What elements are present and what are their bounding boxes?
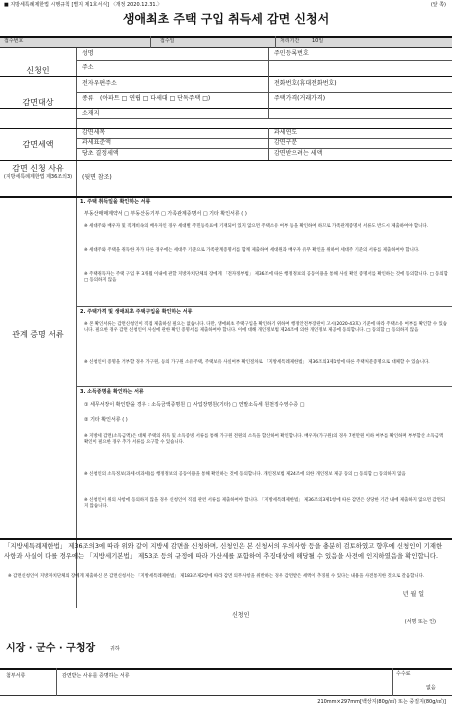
proof-section-1-title: 1. 주택 취득일을 확인하는 서류 — [80, 199, 151, 205]
fee-value: 없음 — [426, 685, 436, 691]
reason-section-label: 감면 신청 사유 — [12, 164, 64, 173]
tax-base-label: 과세표준액 — [82, 139, 111, 146]
proof-section-3-item[interactable]: ① 세무서장이 확인받을 경우 : 소득금액증명원 □ 사업장명원(기타) □ 연말소득세 원천징수영수증 □ — [84, 402, 305, 408]
reason-value: (뒷면 참조) — [82, 174, 112, 181]
application-date: 년 월 일 — [402, 591, 424, 598]
phone-field[interactable] — [370, 78, 448, 91]
location-field[interactable] — [120, 109, 448, 117]
applicant-section-label: 신청인 — [26, 66, 50, 75]
attachment-label: 첨부서류 — [6, 673, 26, 679]
house-price-label: 주택가격(거래가격) — [274, 95, 326, 102]
house-type-options[interactable]: (아파트 □ 연립 □ 다세대 □ 단독주택 □) — [100, 95, 211, 102]
addressee-suffix: 귀하 — [110, 646, 120, 652]
house-price-field[interactable] — [350, 94, 448, 104]
tax-item-label: 감면세목 — [82, 129, 106, 136]
receipt-number-label: 접수번호 — [4, 38, 24, 44]
proof-note: ※ 주택취득자는 주택 구입 후 3개월 이내에 관할 지방자치단체의 장에게 「전자정부법」 제36조에 따른 행정정보의 공동이용을 통해 사실 확인 증명서를 확인하는 것에 동의합니다. □ 동의함 □ 동의하지 않음 — [84, 272, 448, 283]
resident-id-field[interactable] — [330, 49, 448, 59]
proof-section-label: 관계 증명 서류 — [12, 330, 64, 339]
paper-spec: 210mm×297mm[백상지(80g/㎡) 또는 중질지(80g/㎡)] — [317, 699, 446, 705]
reason-law-reference: (지방세특례제한법 제36조의3) — [3, 174, 73, 180]
proof-note: ※ 세대주와 배우자 및 직계비속의 배우자인 경우 세대별 주민등록표에 기재되어 있지 않으면 주택소유 여부 등을 확인하여 하므로 가족관계증명서 서류도 반드시 제출하여야 합니다. — [84, 224, 429, 229]
house-type-label: 종류 — [82, 95, 94, 102]
proof-note: ※ 본 확인서류는 감면신청인이 직접 제출하실 필요는 없습니다. 다만, 생애최초 주택구입을 확인하기 위하여 행정안전부장관이 고시(2020-43호) 기준에 따라 주택소유 여부를 확인할 수 있습니다. 필요한 경우 감면 신청인이 사실에 관한 확인 증명서를 제출하여야 합니다. 이에 대해 개인정보법 제24조에 의한 개인정보 제공에 동의합니다. □ 동의함 □ 동의하지 않음 — [84, 322, 447, 333]
address-label: 주소 — [82, 64, 94, 71]
proof-note: ※ 신청인이 위의 사항에 동의하지 않을 경우 신청인이 직접 관련 서류를 제출하여야 합니다. 「지방세특례제한법」 제36조의3제1항에 따른 감면은 상당한 기간 내에 제출하지 않으면 감면되지 않습니다. — [84, 498, 446, 509]
email-label: 전자우편주소 — [82, 80, 117, 87]
page-label: (앞 쪽) — [430, 2, 446, 8]
name-label: 성명 — [82, 50, 94, 57]
page-title: 생애최초 주택 구입 취득세 감면 신청서 — [122, 12, 330, 26]
processing-period-label: 처리기간 — [280, 38, 300, 44]
email-field[interactable] — [140, 78, 265, 91]
reduction-section-label: 감면세액 — [22, 140, 54, 149]
form-law-note: ■ 지방세특례제한법 시행규칙 [별지 제1호서식] 〈개정 2020.12.31.〉 — [4, 2, 163, 8]
receipt-date-label: 접수일 — [160, 38, 175, 44]
original-tax-label: 당초 결정세액 — [82, 150, 119, 157]
proof-section-3-item[interactable]: ② 기타 확인서류 ( ) — [84, 417, 128, 423]
target-section-label: 감면대상 — [22, 98, 54, 107]
proof-section-1-items[interactable]: 부동산매매계약서 □ 부동산등기부 □ 가족관계증명서 □ 기타 확인서류 ( ) — [84, 211, 247, 217]
proof-section-3-title: 3. 소득증명을 확인하는 서류 — [80, 389, 144, 395]
receipt-row — [0, 36, 452, 48]
tax-year-label: 과세연도 — [274, 129, 298, 136]
attachment-value: 감면받는 사유를 증명하는 서류 — [62, 673, 130, 679]
address-field[interactable] — [120, 61, 448, 75]
resident-id-label: 주민등록번호 — [274, 50, 309, 57]
proof-note: ※ 신청인의 소득정보(과세·비과세)를 행정정보의 공동이용을 통해 확인하는 것에 동의합니다. 개인정보법 제24조에 의한 개인정보 제공 동의 □ 동의함 □ 동의하지 않음 — [84, 472, 406, 477]
location-label: 소재지 — [82, 110, 100, 117]
signer-label: 신청인 — [232, 612, 250, 619]
proof-note: ※ 신청인이 증명을 거부할 경우 가구원, 등의 가구원 소유주택, 주택보유 사실여부 확인절차로 「지방세특례제한법」 제36조의3제1항에 따른 주택처분증명으로 대체할 수 있습니다. — [84, 360, 430, 365]
processing-period-value: 10일 — [312, 38, 324, 44]
reduction-type-label: 감면구분 — [274, 139, 298, 146]
phone-label: 전화번호(휴대전화번호) — [274, 80, 337, 87]
proof-section-2-title: 2. 주택가격 및 생애최초 주택구입을 확인하는 서류 — [80, 309, 193, 315]
declaration-note: ※ 감면신청인이 지방자치단체의 장에게 제출하신 본 감면신청서는 「지방세특례제한법」 제183조제2항에 따라 감면 의무사항을 위반하는 경우 감면받은 세액이 추징될 수 있다는 내용을 사전통지한 것으로 갈음합니다. — [8, 574, 425, 579]
signature-field[interactable] — [260, 610, 400, 620]
addressee-name: 시장 · 군수 · 구청장 — [6, 643, 96, 654]
requested-tax-label: 감면받으려는 세액 — [274, 150, 323, 157]
proof-note: ※ 지방세 감면(소득금액)은 대체 주택의 취득 및 소득증빙 서류를 통해 가구원 전원의 소득을 합산하여 확인합니다. 배우자(가구원)의 경우 7천만원 이하 여부를 확인하며 부부합산 소득금액 확인이 필요한 경우 추가 서류를 요구할 수 있습니다. — [84, 434, 444, 445]
signature-note: (서명 또는 인) — [404, 619, 436, 625]
declaration-text: 「지방세특례제한법」 제36조의3에 따라 위와 같이 지방세 감면을 신청하며, 신청인은 본 신청서의 우의사항 등을 충분히 검토하였고 향후에 신청인이 기재한 사항과 사실이 다를 경우에는 「지방세기본법」 제53조 등의 규정에 따라 가산세를 포함하여 추징대상에 해당될 수 있음을 사전에 인지하였음을 확인합니다. — [4, 542, 443, 560]
fee-label: 수수료 — [396, 671, 411, 677]
name-field[interactable] — [120, 49, 265, 59]
proof-note: ※ 세대주와 주택을 취득한 자가 다른 경우에는 세대주 기준으로 가족관계증명서를 함께 제출하여 세대원과 배우자 유무 확인을 위하여 세대주 기준의 서류를 제출하여야 합니다. — [84, 248, 420, 253]
